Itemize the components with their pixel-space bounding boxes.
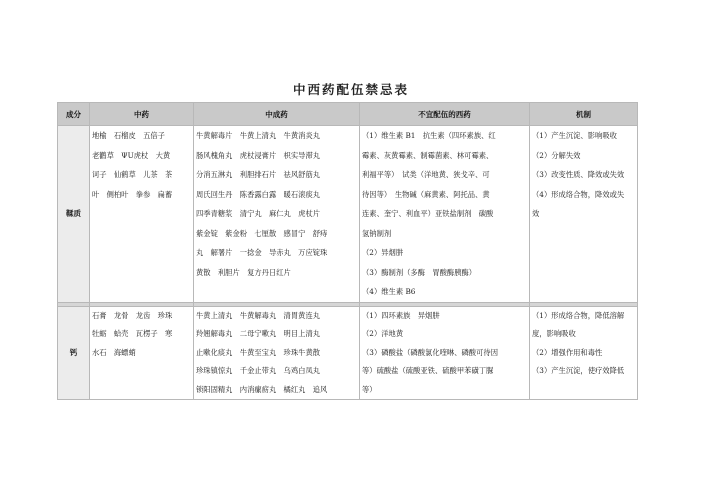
text-line: 待因等） 生物碱（麻黄素、阿托品、黄 xyxy=(362,189,490,199)
text-line: （3）磷酸盐（磷酸氯化喹啉、磷酸可待因 xyxy=(362,347,498,357)
text-line: 羚翘解毒丸 二母宁嗽丸 明目上清丸 xyxy=(196,329,321,339)
table-row xyxy=(58,126,638,303)
header-ingredient: 成分 xyxy=(58,103,90,126)
text-line: 诃子 仙鹤草 儿茶 茶 xyxy=(92,170,173,179)
text-line: 等）硫酸盐（硫酸亚铁、硫酸甲苯磺丁脲 xyxy=(362,366,494,376)
text-line: （2）异烟肼 xyxy=(362,248,404,257)
mechanism-cell xyxy=(530,126,638,303)
text-line: 珍珠镇惊丸 千金止带丸 乌鸡白凤丸 xyxy=(196,366,321,376)
header-patent-medicine: 中成药 xyxy=(194,103,360,126)
text-line: 牛黄解毒片 牛黄上清丸 牛黄消炎丸 xyxy=(196,131,321,140)
text-line: （4）维生素 B6 xyxy=(362,287,416,296)
text-line: 止嗽化痰丸 牛黄至宝丸 珍珠牛黄散 xyxy=(196,347,321,357)
ingredient-cell: 钙 xyxy=(58,306,90,400)
text-line: 霉素、灰黄霉素、制霉菌素、林可霉素、 xyxy=(362,150,494,160)
header-mechanism: 机制 xyxy=(530,103,638,126)
header-tcm: 中药 xyxy=(90,103,194,126)
text-line: （1）维生素 B1 抗生素（四环素族、红 xyxy=(362,131,496,140)
text-line: （2）洋地黄 xyxy=(362,329,404,339)
tcm-cell xyxy=(90,126,194,303)
text-line: 四季青糖浆 清宁丸 麻仁丸 虎杖片 xyxy=(196,209,321,218)
text-line: 肠风槐角丸 虎杖浸膏片 枳实导滞丸 xyxy=(196,150,321,160)
text-line: 丸 解署片 一捻金 导赤丸 万应锭珠 xyxy=(196,248,328,257)
ingredient-cell: 鞣质 xyxy=(58,126,90,303)
header-western-drug: 不宜配伍的西药 xyxy=(360,103,530,126)
mechanism-cell xyxy=(530,306,638,400)
table-row xyxy=(58,306,638,400)
text-line: 周氏回生丹 陈香露白露 暖石滚痰丸 xyxy=(196,189,321,199)
text-line: 黄散 利胆片 复方丹日红片 xyxy=(196,267,291,277)
text-line: （2）分解失效 xyxy=(532,150,581,160)
text-line: （3）产生沉淀，使疗效降低 xyxy=(532,366,625,376)
text-line: （4）形成络合物，降效或失 xyxy=(532,189,625,199)
page-title: 中西药配伍禁忌表 xyxy=(292,82,409,97)
text-line: 锁阳固精丸 内消瘰疬丸 橘红丸 追风 xyxy=(196,384,328,394)
text-line: （2）增强作用和毒性 xyxy=(532,347,603,357)
tcm-cell xyxy=(90,306,194,400)
text-line: （1）形成络合物，降低溶解 xyxy=(532,310,625,320)
western-drug-cell xyxy=(360,126,530,303)
patent-medicine-cell xyxy=(194,306,360,400)
text-line: 等） xyxy=(362,384,377,394)
text-line: 地榆 石榴皮 五倍子 xyxy=(92,131,165,140)
text-line: 度，影响吸收 xyxy=(532,329,576,339)
western-drug-cell xyxy=(360,306,530,400)
text-line: 氢钠制剂 xyxy=(362,228,392,238)
text-line: 叶 侧柏叶 拳参 扁蓄 xyxy=(92,189,173,199)
text-line: （3）酶制剂（多酶 胃酸酶胰酶） xyxy=(362,267,477,277)
table-header-row xyxy=(58,103,638,126)
text-line: （1）产生沉淀、影响吸收 xyxy=(532,131,617,140)
text-line: 牛黄上清丸 牛黄解毒丸 清胃黄连丸 xyxy=(196,310,321,320)
text-line: 分消五淋丸 利胆排石片 祛风舒筋丸 xyxy=(196,170,321,179)
text-line: 老鹳草 ΨU虎杖 大黄 xyxy=(92,150,171,160)
incompatibility-table xyxy=(57,102,638,400)
text-line: 水石 海螵蛸 xyxy=(92,347,136,357)
text-line: 石膏 龙骨 龙齿 珍珠 xyxy=(92,310,173,320)
text-line: 连素、奎宁、利血平）亚铁盐制剂 碳酸 xyxy=(362,209,494,218)
text-line: 利福平等） 试类（洋地黄、狭戈辛、可 xyxy=(362,170,490,179)
text-line: （1）四环素族 异烟肼 xyxy=(362,310,440,320)
text-line: 牡蛎 蛤壳 瓦楞子 寒 xyxy=(92,329,173,339)
text-line: 紫金锭 紫金粉 七厘散 感冒宁 舒痔 xyxy=(196,228,328,238)
patent-medicine-cell xyxy=(194,126,360,303)
text-line: （3）改变性质、降效或失效 xyxy=(532,170,625,179)
text-line: 效 xyxy=(532,209,540,218)
